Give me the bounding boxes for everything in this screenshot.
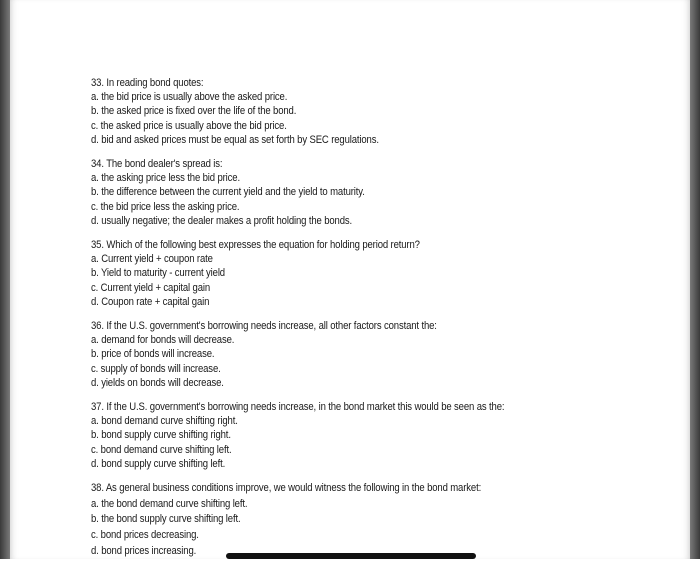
answer-option-d: d. bond supply curve shifting left. — [91, 457, 226, 470]
answer-option-d: d. yields on bonds will decrease. — [91, 376, 224, 389]
question-stem: 33. In reading bond quotes: — [91, 77, 204, 89]
question-35 — [91, 238, 651, 309]
answer-option-b: b. price of bonds will increase. — [91, 348, 215, 361]
answer-option-d: d. bond prices increasing. — [91, 544, 197, 557]
question-stem: 35. Which of the following best expresses the equation for holding period return? — [91, 239, 420, 252]
answer-option-c: c. bond prices decreasing. — [91, 529, 199, 542]
answer-option-a: a. demand for bonds will decrease. — [91, 334, 235, 347]
answer-option-c: c. Current yield + capital gain — [91, 281, 211, 294]
answer-option-a: a. Current yield + coupon rate — [91, 253, 213, 266]
answer-option-c: c. supply of bonds will increase. — [91, 362, 221, 375]
answer-option-a: a. the asking price less the bid price. — [91, 172, 240, 185]
question-37 — [91, 400, 651, 471]
left-bezel — [0, 0, 10, 559]
answer-option-a: a. bond demand curve shifting right. — [91, 415, 238, 428]
answer-option-d: d. usually negative; the dealer makes a profit holding the bonds. — [91, 214, 353, 227]
answer-option-b: b. the bond supply curve shifting left. — [91, 513, 241, 526]
question-stem: 36. If the U.S. government's borrowing needs increase, all other factors constant the: — [91, 320, 437, 333]
answer-option-c: c. the asked price is usually above the bid price. — [91, 119, 287, 132]
question-36 — [91, 319, 651, 390]
answer-option-b: b. bond supply curve shifting right. — [91, 429, 231, 442]
question-34 — [91, 157, 651, 228]
answer-option-a: a. the bid price is usually above the asked price. — [91, 91, 288, 104]
answer-option-b: b. Yield to maturity - current yield — [91, 267, 225, 280]
question-stem: 34. The bond dealer's spread is: — [91, 158, 223, 171]
question-38 — [91, 481, 651, 560]
home-indicator-bar[interactable] — [226, 553, 476, 559]
answer-option-d: d. bid and asked prices must be equal as set forth by SEC regulations. — [91, 133, 379, 146]
question-33 — [91, 76, 651, 147]
answer-option-c: c. the bid price less the asking price. — [91, 200, 240, 213]
answer-option-a: a. the bond demand curve shifting left. — [91, 497, 248, 510]
answer-option-b: b. the difference between the current yield and the yield to maturity. — [91, 186, 365, 199]
document-page — [10, 0, 690, 559]
answer-option-b: b. the asked price is fixed over the life of the bond. — [91, 105, 297, 118]
answer-option-d: d. Coupon rate + capital gain — [91, 295, 210, 308]
question-stem: 38. As general business conditions improve, we would witness the following in the bond market: — [91, 482, 482, 495]
question-stem: 37. If the U.S. government's borrowing needs increase, in the bond market this would be seen as the: — [91, 401, 505, 414]
right-bezel — [690, 0, 700, 559]
question-list — [91, 76, 651, 570]
answer-option-c: c. bond demand curve shifting left. — [91, 443, 232, 456]
